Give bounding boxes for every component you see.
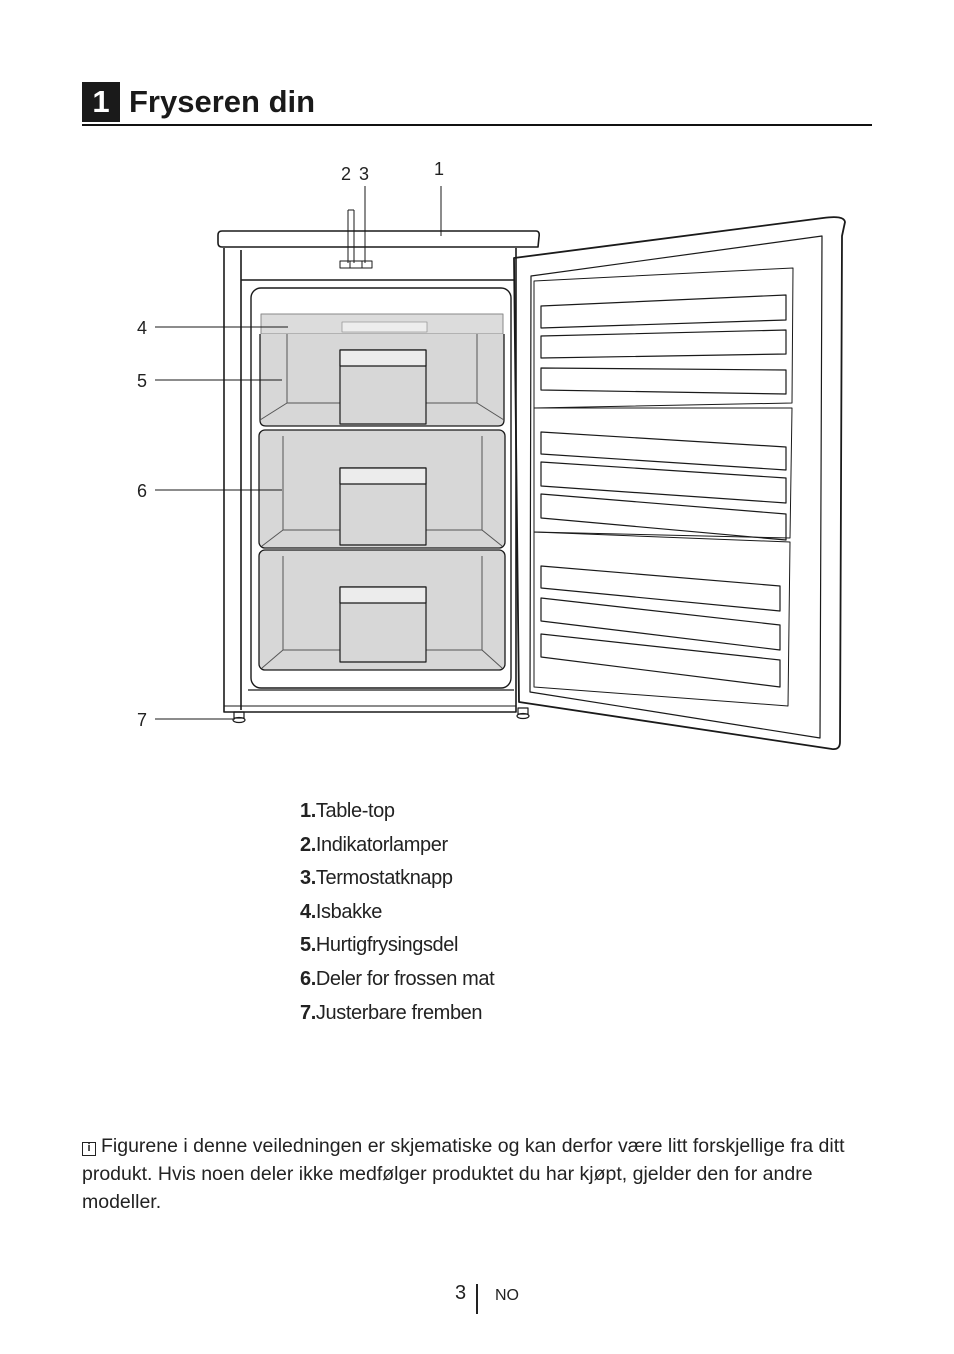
- callout-4: 4: [137, 318, 148, 338]
- callout-6: 6: [137, 481, 148, 501]
- parts-list: [300, 796, 494, 1031]
- section-title: Fryseren din: [129, 84, 316, 119]
- list-item: 2.Indikatorlamper: [300, 833, 448, 856]
- page-footer: [0, 1280, 954, 1314]
- list-item: 3.Termostatknapp: [300, 867, 453, 890]
- footer-divider: [476, 1284, 478, 1314]
- list-item: 4.Isbakke: [300, 900, 383, 923]
- control-panel: [340, 261, 372, 268]
- list-item: 5.Hurtigfrysingsdel: [300, 934, 459, 957]
- list-item: 6.Deler for frossen mat: [300, 967, 495, 990]
- callout-5: 5: [137, 371, 148, 391]
- page-number: 3: [455, 1282, 467, 1304]
- open-door: [514, 217, 845, 749]
- section-number: 1: [82, 82, 120, 122]
- table-top: [218, 231, 539, 247]
- list-item: 7.Justerbare fremben: [300, 1001, 483, 1024]
- list-item: 1.Table-top: [300, 800, 395, 822]
- callout-3: 3: [359, 164, 370, 184]
- adjustable-feet: [233, 708, 529, 723]
- callout-2: 2: [341, 164, 352, 184]
- schematic-note: [82, 1132, 874, 1216]
- callout-1: 1: [434, 159, 445, 179]
- language-code: NO: [495, 1287, 519, 1304]
- note-text: Figurene i denne veiledningen er skjematiske og kan derfor være litt forskjellige fra ditt produkt. Hvis noen deler ikke medfølger produktet du har kjøpt, gjelder den for andre modeller.: [82, 1135, 845, 1213]
- callout-7: 7: [137, 710, 148, 730]
- info-icon: i: [82, 1142, 96, 1156]
